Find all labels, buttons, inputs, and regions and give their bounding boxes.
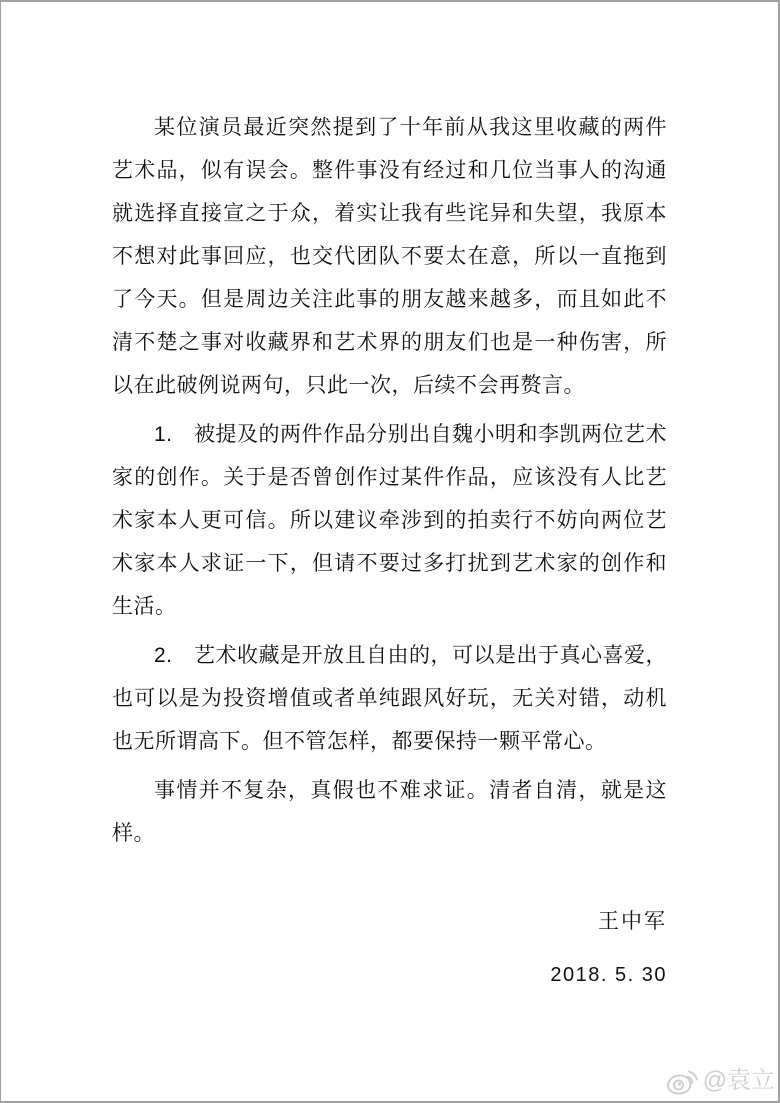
paragraph-intro: 某位演员最近突然提到了十年前从我这里收藏的两件艺术品，似有误会。整件事没有经过和几位当事人的沟通就选择直接宣之于众，着实让我有些诧异和失望，我原本不想对此事回应，也交代团队不要太在意，所以一直拖到了今天。但是周边关注此事的朋友越来越多，而且如此不清不楚之事对收藏界和艺术界的朋友们也是一种伤害，所以在此破例说两句，只此一次，后续不会再赘言。 bbox=[112, 116, 667, 397]
signature-date: 2018. 5. 30 bbox=[550, 964, 667, 986]
paragraph-point-2: 2. 艺术收藏是开放且自由的，可以是出于真心喜爱，也可以是为投资增值或者单纯跟风好玩，无关对错，动机也无所谓高下。但不管怎样，都要保持一颗平常心。 bbox=[112, 644, 668, 753]
watermark-handle: @袁立 bbox=[702, 1067, 775, 1094]
paragraph-closing: 事情并不复杂，真假也不难求证。清者自清，就是这样。 bbox=[112, 779, 667, 845]
signature-name: 王中军 bbox=[598, 910, 667, 933]
statement-letter bbox=[1, 2, 778, 1101]
paragraph-point-1: 1. 被提及的两件作品分别出自魏小明和李凯两位艺术家的创作。关于是否曾创作过某件作品，应该没有人比艺术家本人更可信。所以建议牵涉到的拍卖行不妨向两位艺术家本人求证一下，但请不要过多打扰到艺术家的创作和生活。 bbox=[112, 423, 668, 618]
